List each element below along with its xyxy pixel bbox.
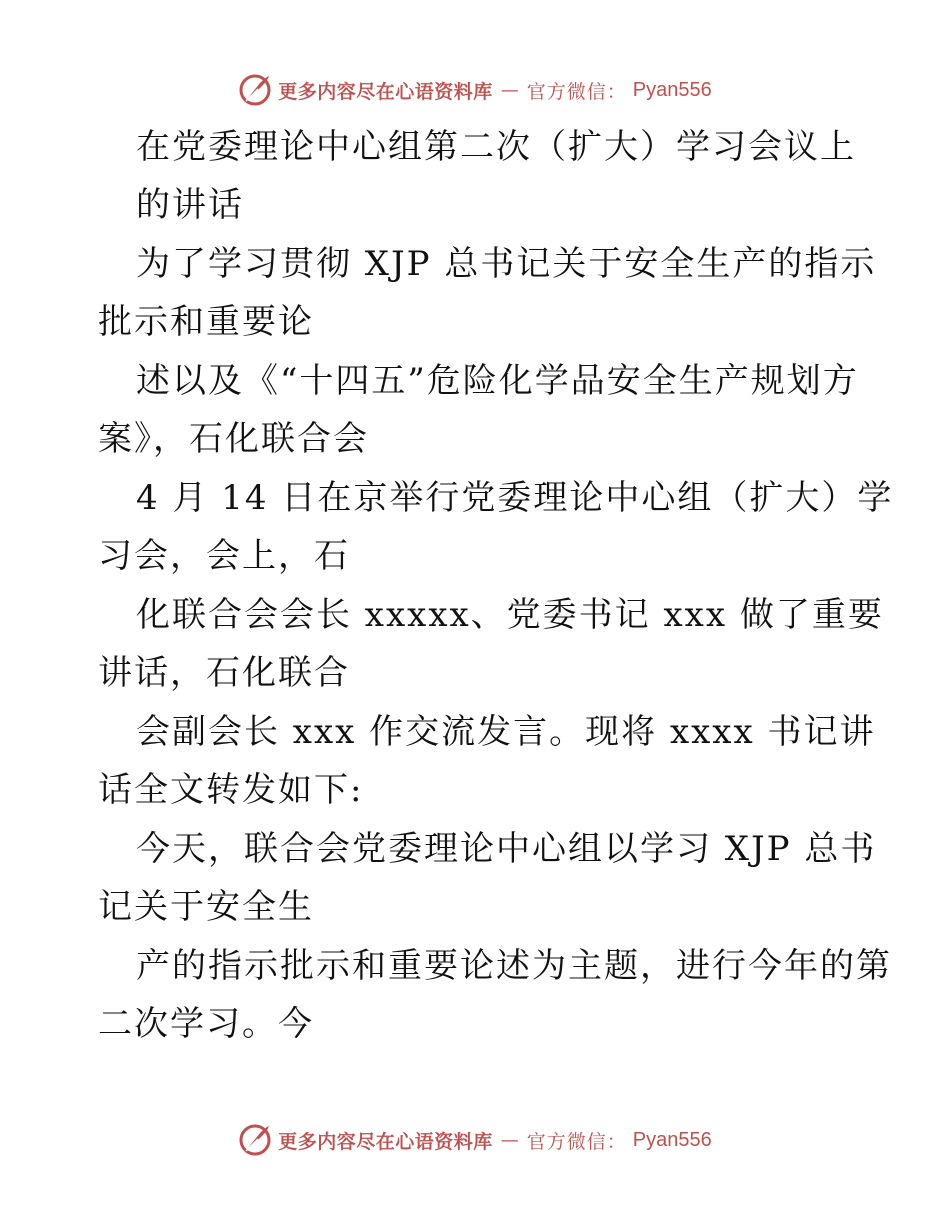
watermark-wechat-label: 官方微信：	[526, 1130, 627, 1153]
body-line-title-2: 的讲话	[136, 185, 244, 225]
body-line: 讲话，石化联合	[98, 653, 350, 693]
body-line: 案》，石化联合会	[98, 419, 369, 459]
watermark-wechat-label: 官方微信：	[526, 80, 627, 103]
watermark-wechat-id: Pyan556	[632, 78, 712, 101]
body-line: 批示和重要论	[98, 302, 314, 342]
footer-watermark	[0, 1120, 950, 1160]
quill-pen-icon	[238, 1123, 272, 1157]
watermark-dash: —	[500, 1129, 519, 1151]
body-line: 会副会长 xxx 作交流发言。现将 xxxx 书记讲	[136, 712, 876, 752]
body-line: 产的指示批示和重要论述为主题，进行今年的第	[136, 946, 892, 986]
watermark-brand-text: 更多内容尽在心语资料库	[278, 80, 493, 103]
quill-pen-icon	[238, 73, 272, 107]
body-line: 记关于安全生	[98, 887, 314, 927]
header-watermark	[0, 70, 950, 110]
watermark-wechat-id: Pyan556	[632, 1128, 712, 1151]
body-line: 述以及《“十四五”危险化学品安全生产规划方	[136, 361, 859, 401]
body-line: 二次学习。今	[98, 1004, 314, 1044]
body-line: 今天，联合会党委理论中心组以学习 XJP 总书	[136, 829, 877, 869]
watermark-brand-text: 更多内容尽在心语资料库	[278, 1130, 493, 1153]
body-line: 习会，会上，石	[98, 536, 350, 576]
body-line: 为了学习贯彻 XJP 总书记关于安全生产的指示	[136, 244, 877, 284]
watermark-dash: —	[500, 79, 519, 101]
body-line-title-1: 在党委理论中心组第二次（扩大）学习会议上	[136, 127, 856, 167]
body-line: 4 月 14 日在京举行党委理论中心组（扩大）学	[136, 478, 894, 518]
body-line: 话全文转发如下:	[98, 770, 364, 810]
body-line: 化联合会会长 xxxxx、党委书记 xxx 做了重要	[136, 595, 884, 635]
